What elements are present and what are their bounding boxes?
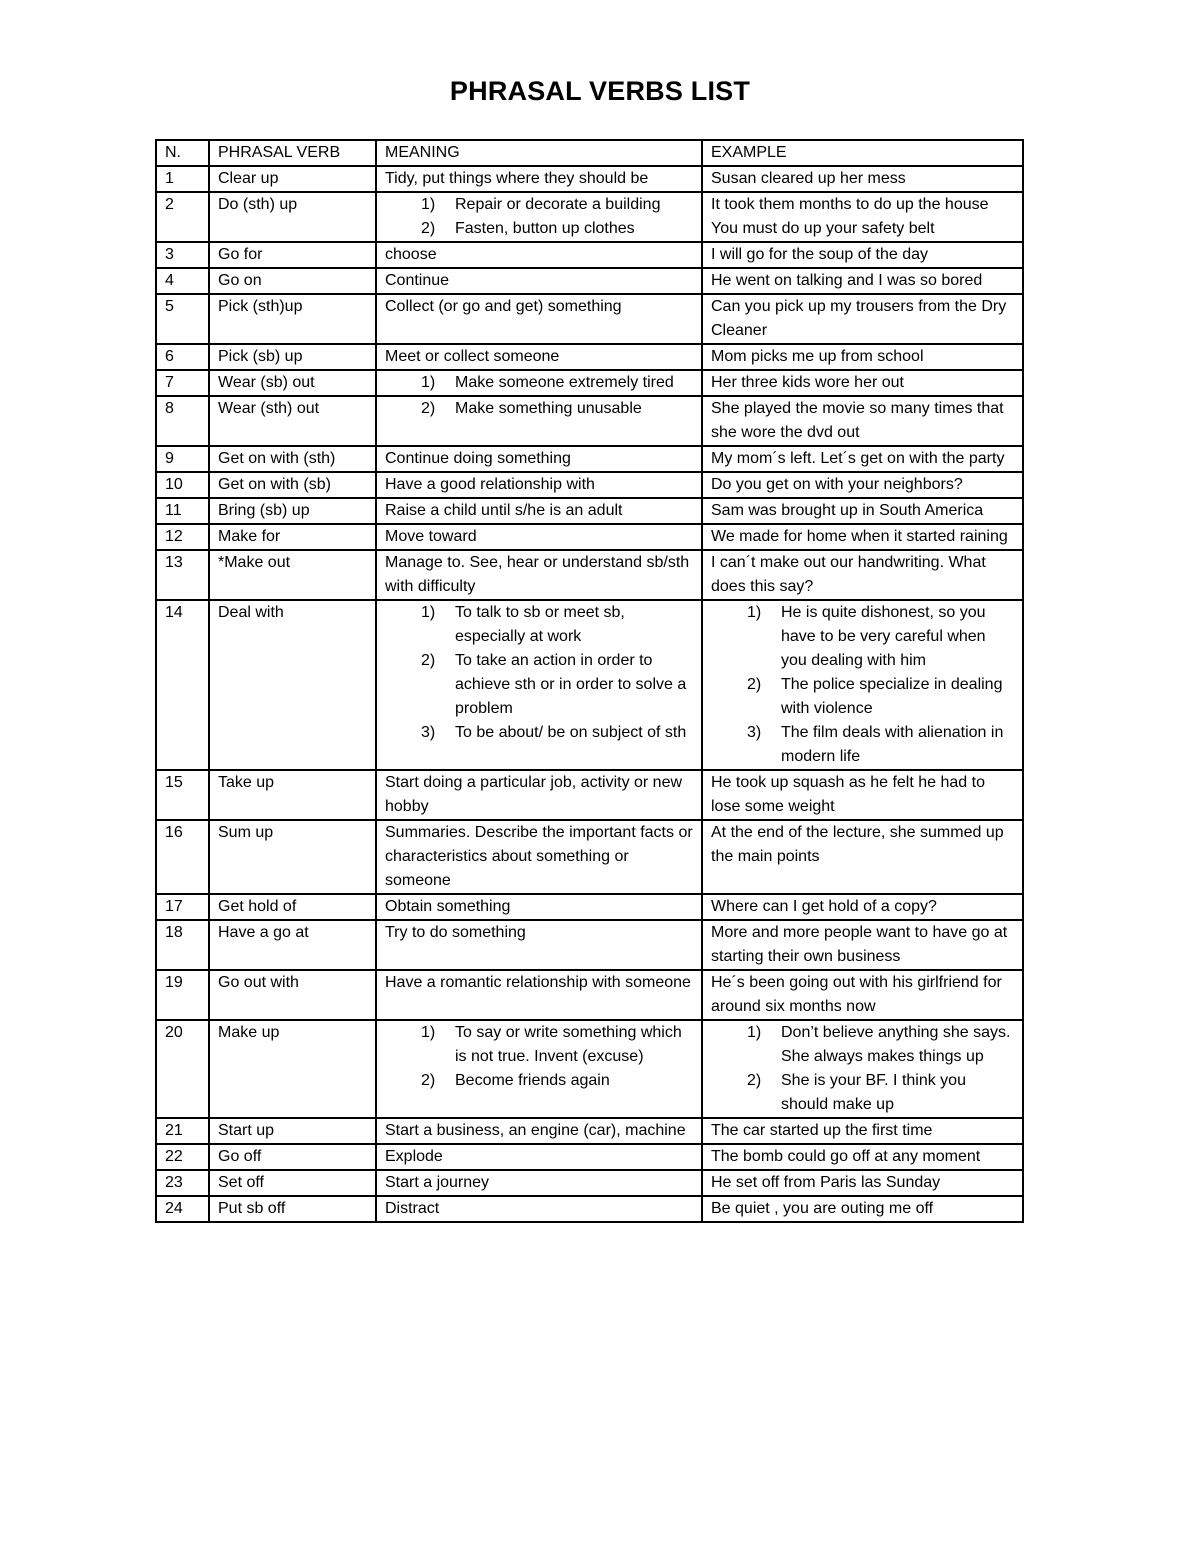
example-cell [702, 294, 1023, 344]
example-text: We made for home when it started raining [711, 528, 1008, 545]
meaning-cell [376, 1196, 702, 1222]
phrasal-verb-cell [209, 498, 376, 524]
meaning-text: Meet or collect someone [385, 348, 560, 365]
phrasal-verb-text: Pick (sb) up [218, 348, 303, 365]
example-cell [702, 268, 1023, 294]
phrasal-verb-cell [209, 1196, 376, 1222]
page-title: PHRASAL VERBS LIST [449, 76, 751, 106]
table-row [156, 770, 1023, 820]
phrasal-verb-cell [209, 970, 376, 1020]
phrasal-verb-text: Sum up [218, 824, 274, 841]
list-item-number: 2) [747, 1072, 762, 1089]
list-item-number: 2) [421, 400, 436, 417]
example-text: She played the movie so many times that she wore the dvd out [711, 400, 1004, 441]
row-number-cell [156, 446, 209, 472]
meaning-cell [376, 820, 702, 894]
meaning-cell [376, 1144, 702, 1170]
example-text: He took up squash as he felt he had to lose some weight [711, 774, 985, 815]
phrasal-verb-text: Put sb off [218, 1200, 286, 1217]
list-item [711, 1069, 1014, 1117]
table-row [156, 192, 1023, 242]
phrasal-verb-cell [209, 1170, 376, 1196]
meaning-list [385, 371, 693, 395]
row-number-cell [156, 1196, 209, 1222]
table-row [156, 344, 1023, 370]
phrasal-verb-text: Get on with (sth) [218, 450, 336, 467]
meaning-text: Start a business, an engine (car), machine [385, 1122, 686, 1139]
phrasal-verb-cell [209, 294, 376, 344]
example-text: Where can I get hold of a copy? [711, 898, 937, 915]
meaning-cell [376, 970, 702, 1020]
table-row [156, 550, 1023, 600]
example-text: Be quiet , you are outing me off [711, 1200, 934, 1217]
row-number-cell [156, 894, 209, 920]
row-number-cell [156, 396, 209, 446]
example-text: At the end of the lecture, she summed up the main points [711, 824, 1004, 865]
list-item-text: To say or write something which is not true. Invent (excuse) [455, 1024, 682, 1065]
list-item-text: The film deals with alienation in modern life [781, 724, 1004, 765]
example-text: Do you get on with your neighbors? [711, 476, 963, 493]
meaning-text: Raise a child until s/he is an adult [385, 502, 623, 519]
list-item-text: To be about/ be on subject of sth [455, 724, 687, 741]
row-number-text: 12 [165, 528, 183, 545]
row-number-cell [156, 600, 209, 770]
meaning-text: Tidy, put things where they should be [385, 170, 649, 187]
meaning-text: Continue doing something [385, 450, 571, 467]
meaning-text: Start a journey [385, 1174, 490, 1191]
row-number-cell [156, 192, 209, 242]
table-row [156, 1170, 1023, 1196]
phrasal-verb-text: Go off [218, 1148, 262, 1165]
list-item-text: Make something unusable [455, 400, 642, 417]
meaning-cell [376, 166, 702, 192]
example-cell [702, 920, 1023, 970]
row-number-cell [156, 1144, 209, 1170]
phrasal-verb-cell [209, 894, 376, 920]
list-item [385, 601, 693, 649]
meaning-cell [376, 396, 702, 446]
list-item-number: 1) [421, 196, 436, 213]
row-number-cell [156, 1020, 209, 1118]
list-item-number: 1) [747, 604, 762, 621]
header-meaning: MEANING [376, 140, 702, 166]
row-number-cell [156, 370, 209, 396]
phrasal-verb-cell [209, 920, 376, 970]
row-number-text: 10 [165, 476, 183, 493]
example-cell [702, 192, 1023, 242]
example-text: He set off from Paris las Sunday [711, 1174, 941, 1191]
phrasal-verb-cell [209, 770, 376, 820]
row-number-text: 4 [165, 272, 174, 289]
row-number-text: 11 [165, 502, 182, 519]
table-row [156, 820, 1023, 894]
example-text: He´s been going out with his girlfriend for around six months now [711, 974, 1002, 1015]
meaning-cell [376, 1170, 702, 1196]
list-item [385, 193, 693, 217]
meaning-list [385, 1021, 693, 1093]
row-number-text: 21 [165, 1122, 183, 1139]
example-text: It took them months to do up the house You must do up your safety belt [711, 196, 989, 237]
example-text: The car started up the first time [711, 1122, 933, 1139]
list-item-text: To talk to sb or meet sb, especially at work [455, 604, 625, 645]
table-row [156, 970, 1023, 1020]
meaning-text: Have a good relationship with [385, 476, 595, 493]
phrasal-verb-cell [209, 370, 376, 396]
list-item-text: To take an action in order to achieve sth or in order to solve a problem [455, 652, 687, 717]
row-number-text: 3 [165, 246, 174, 263]
example-cell [702, 396, 1023, 446]
table-row [156, 166, 1023, 192]
phrasal-verb-text: Go out with [218, 974, 299, 991]
example-cell [702, 1020, 1023, 1118]
row-number-text: 19 [165, 974, 183, 991]
list-item [711, 1021, 1014, 1069]
phrasal-verb-text: Make up [218, 1024, 280, 1041]
list-item-number: 2) [421, 220, 436, 237]
phrasal-verb-text: Pick (sth)up [218, 298, 303, 315]
example-cell [702, 370, 1023, 396]
example-cell [702, 550, 1023, 600]
phrasal-verb-text: Set off [218, 1174, 264, 1191]
row-number-text: 16 [165, 824, 183, 841]
example-text: I will go for the soup of the day [711, 246, 929, 263]
list-item-number: 3) [421, 724, 436, 741]
meaning-text: Try to do something [385, 924, 526, 941]
row-number-text: 6 [165, 348, 174, 365]
phrasal-verb-cell [209, 524, 376, 550]
meaning-cell [376, 1020, 702, 1118]
example-cell [702, 770, 1023, 820]
list-item-number: 2) [421, 1072, 436, 1089]
row-number-text: 23 [165, 1174, 183, 1191]
list-item-number: 1) [421, 374, 436, 391]
phrasal-verb-cell [209, 242, 376, 268]
table-row [156, 1144, 1023, 1170]
row-number-cell [156, 1170, 209, 1196]
phrasal-verb-text: Clear up [218, 170, 279, 187]
row-number-cell [156, 770, 209, 820]
header-phrasal-verb: PHRASAL VERB [209, 140, 376, 166]
table-row [156, 920, 1023, 970]
list-item [385, 397, 693, 421]
meaning-cell [376, 370, 702, 396]
meaning-text: Have a romantic relationship with someone [385, 974, 691, 991]
example-text: He went on talking and I was so bored [711, 272, 983, 289]
example-cell [702, 524, 1023, 550]
list-item [385, 371, 693, 395]
table-row [156, 294, 1023, 344]
meaning-cell [376, 192, 702, 242]
meaning-cell [376, 600, 702, 770]
table-row [156, 268, 1023, 294]
row-number-cell [156, 970, 209, 1020]
list-item-text: He is quite dishonest, so you have to be very careful when you dealing with him [781, 604, 986, 669]
phrasal-verb-text: Start up [218, 1122, 275, 1139]
meaning-text: Manage to. See, hear or understand sb/sth with difficulty [385, 554, 690, 595]
meaning-cell [376, 524, 702, 550]
meaning-cell [376, 894, 702, 920]
row-number-text: 20 [165, 1024, 183, 1041]
table-row [156, 600, 1023, 770]
example-cell [702, 166, 1023, 192]
row-number-cell [156, 524, 209, 550]
row-number-text: 17 [165, 898, 183, 915]
row-number-text: 13 [165, 554, 183, 571]
list-item-text: Fasten, button up clothes [455, 220, 635, 237]
phrasal-verb-cell [209, 1020, 376, 1118]
example-list [711, 601, 1014, 769]
list-item-text: Become friends again [455, 1072, 610, 1089]
row-number-cell [156, 550, 209, 600]
example-text: My mom´s left. Let´s get on with the party [711, 450, 1005, 467]
table-row [156, 498, 1023, 524]
table-row [156, 370, 1023, 396]
list-item [711, 601, 1014, 673]
list-item-number: 1) [747, 1024, 762, 1041]
meaning-text: choose [385, 246, 437, 263]
meaning-text: Explode [385, 1148, 443, 1165]
phrasal-verb-cell [209, 600, 376, 770]
row-number-cell [156, 1118, 209, 1144]
table-row [156, 396, 1023, 446]
phrasal-verb-text: Deal with [218, 604, 284, 621]
table-row [156, 1118, 1023, 1144]
meaning-list [385, 601, 693, 745]
row-number-text: 1 [165, 170, 174, 187]
phrasal-verb-text: Bring (sb) up [218, 502, 310, 519]
phrasal-verb-text: Get on with (sb) [218, 476, 331, 493]
example-cell [702, 472, 1023, 498]
meaning-list [385, 193, 693, 241]
phrasal-verb-text: Go on [218, 272, 262, 289]
phrasal-verb-text: Wear (sth) out [218, 400, 320, 417]
example-cell [702, 970, 1023, 1020]
row-number-text: 2 [165, 196, 174, 213]
row-number-cell [156, 294, 209, 344]
phrasal-verb-text: Do (sth) up [218, 196, 298, 213]
row-number-text: 7 [165, 374, 174, 391]
meaning-list [385, 397, 693, 421]
list-item [711, 673, 1014, 721]
list-item-number: 3) [747, 724, 762, 741]
meaning-cell [376, 498, 702, 524]
phrasal-verb-cell [209, 268, 376, 294]
example-cell [702, 242, 1023, 268]
row-number-text: 8 [165, 400, 174, 417]
phrasal-verb-cell [209, 550, 376, 600]
example-cell [702, 344, 1023, 370]
meaning-cell [376, 344, 702, 370]
phrasal-verb-cell [209, 344, 376, 370]
list-item [385, 721, 693, 745]
list-item [385, 1069, 693, 1093]
example-text: Her three kids wore her out [711, 374, 904, 391]
phrasal-verb-text: Wear (sb) out [218, 374, 315, 391]
example-text: Mom picks me up from school [711, 348, 924, 365]
phrasal-verb-cell [209, 192, 376, 242]
meaning-cell [376, 550, 702, 600]
row-number-cell [156, 268, 209, 294]
list-item-number: 1) [421, 604, 436, 621]
phrasal-verb-cell [209, 396, 376, 446]
meaning-text: Continue [385, 272, 450, 289]
example-cell [702, 446, 1023, 472]
example-cell [702, 1170, 1023, 1196]
row-number-text: 15 [165, 774, 183, 791]
row-number-cell [156, 498, 209, 524]
table-body [156, 166, 1023, 1222]
row-number-cell [156, 242, 209, 268]
example-cell [702, 1144, 1023, 1170]
example-text: Sam was brought up in South America [711, 502, 984, 519]
meaning-cell [376, 770, 702, 820]
example-cell [702, 894, 1023, 920]
table-row [156, 524, 1023, 550]
list-item [385, 1021, 693, 1069]
meaning-text: Start doing a particular job, activity or new hobby [385, 774, 683, 815]
list-item-text: She is your BF. I think you should make up [781, 1072, 966, 1113]
table-row [156, 894, 1023, 920]
list-item-number: 2) [421, 652, 436, 669]
row-number-cell [156, 920, 209, 970]
table-row [156, 242, 1023, 268]
phrasal-verb-text: Go for [218, 246, 263, 263]
phrasal-verb-cell [209, 446, 376, 472]
meaning-cell [376, 294, 702, 344]
example-cell [702, 1196, 1023, 1222]
example-cell [702, 498, 1023, 524]
example-list [711, 1021, 1014, 1117]
phrasal-verb-cell [209, 166, 376, 192]
example-cell [702, 1118, 1023, 1144]
phrasal-verb-cell [209, 472, 376, 498]
row-number-cell [156, 344, 209, 370]
row-number-text: 18 [165, 924, 183, 941]
table-header-row [156, 140, 1023, 166]
list-item-number: 1) [421, 1024, 436, 1041]
row-number-text: 22 [165, 1148, 183, 1165]
phrasal-verb-text: Take up [218, 774, 275, 791]
example-text: I can´t make out our handwriting. What does this say? [711, 554, 986, 595]
row-number-text: 9 [165, 450, 174, 467]
phrasal-verb-cell [209, 1144, 376, 1170]
phrasal-verb-cell [209, 1118, 376, 1144]
row-number-text: 24 [165, 1200, 183, 1217]
example-text: The bomb could go off at any moment [711, 1148, 981, 1165]
row-number-text: 5 [165, 298, 174, 315]
meaning-cell [376, 1118, 702, 1144]
row-number-text: 14 [165, 604, 183, 621]
list-item-text: Repair or decorate a building [455, 196, 661, 213]
phrasal-verb-cell [209, 820, 376, 894]
phrasal-verb-text: *Make out [218, 554, 291, 571]
meaning-cell [376, 268, 702, 294]
phrasal-verbs-table [155, 139, 1024, 1223]
list-item [385, 649, 693, 721]
header-example: EXAMPLE [702, 140, 1023, 166]
header-number: N. [156, 140, 209, 166]
meaning-cell [376, 446, 702, 472]
table-row [156, 472, 1023, 498]
table-row [156, 446, 1023, 472]
meaning-cell [376, 472, 702, 498]
row-number-cell [156, 166, 209, 192]
meaning-text: Collect (or go and get) something [385, 298, 622, 315]
meaning-cell [376, 920, 702, 970]
example-text: Can you pick up my trousers from the Dry Cleaner [711, 298, 1007, 339]
meaning-text: Distract [385, 1200, 440, 1217]
phrasal-verb-text: Have a go at [218, 924, 309, 941]
table-row [156, 1196, 1023, 1222]
example-cell [702, 600, 1023, 770]
example-cell [702, 820, 1023, 894]
list-item-text: Don’t believe anything she says. She always makes things up [781, 1024, 1011, 1065]
phrasal-verb-text: Make for [218, 528, 281, 545]
meaning-text: Obtain something [385, 898, 511, 915]
meaning-text: Move toward [385, 528, 477, 545]
list-item-number: 2) [747, 676, 762, 693]
list-item-text: Make someone extremely tired [455, 374, 674, 391]
list-item [385, 217, 693, 241]
list-item [711, 721, 1014, 769]
meaning-cell [376, 242, 702, 268]
example-text: More and more people want to have go at starting their own business [711, 924, 1008, 965]
phrasal-verb-text: Get hold of [218, 898, 297, 915]
row-number-cell [156, 820, 209, 894]
example-text: Susan cleared up her mess [711, 170, 906, 187]
list-item-text: The police specialize in dealing with violence [781, 676, 1003, 717]
row-number-cell [156, 472, 209, 498]
meaning-text: Summaries. Describe the important facts or characteristics about something or someone [385, 824, 693, 889]
table-row [156, 1020, 1023, 1118]
